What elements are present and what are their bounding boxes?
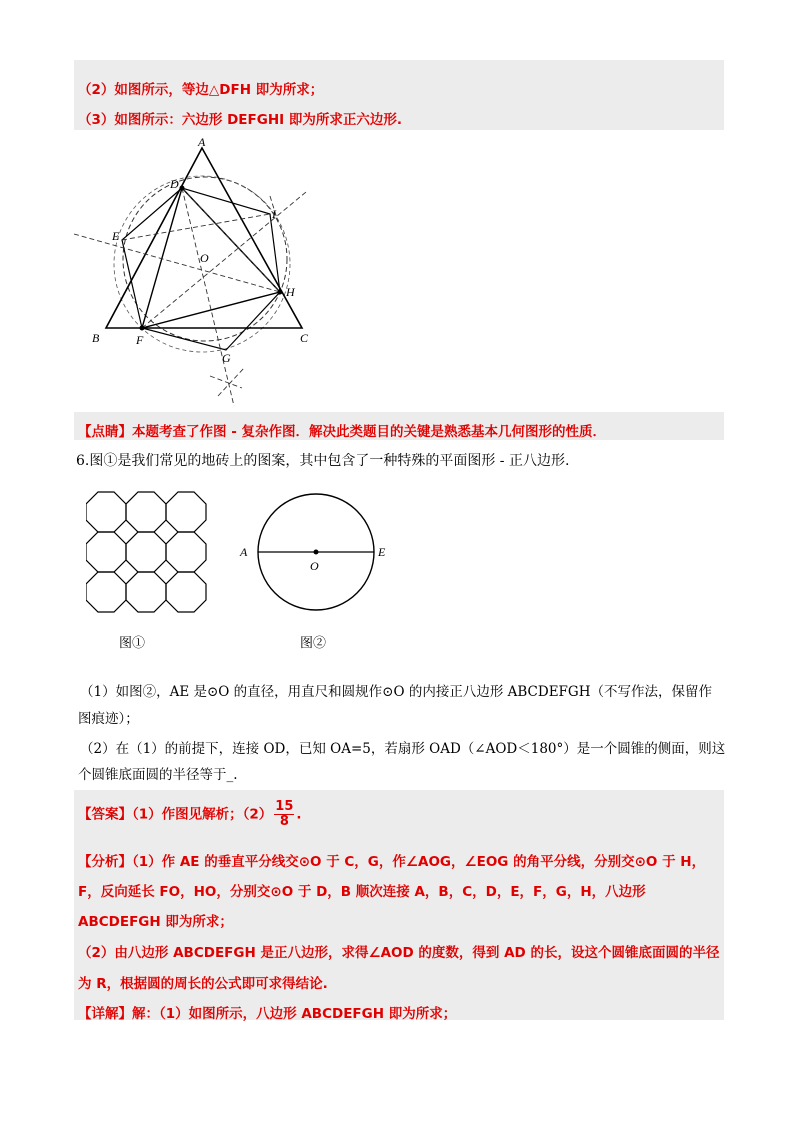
tile-octagon bbox=[126, 532, 166, 572]
circle-diameter-figure bbox=[236, 488, 406, 618]
part1-line-b: 图痕迹）； bbox=[78, 711, 139, 727]
tile-octagon bbox=[166, 532, 206, 572]
tile-octagon bbox=[166, 572, 206, 612]
solution-line-3: （3）如图所示：六边形 DEFGHI 即为所求正六边形. bbox=[78, 112, 402, 128]
fraction-denominator: 8 bbox=[279, 814, 289, 829]
detail-line: 【详解】解：（1）如图所示，八边形 ABCDEFGH 即为所求； bbox=[78, 1006, 457, 1022]
label-i: I bbox=[272, 207, 276, 221]
label-c: C bbox=[300, 331, 309, 345]
analysis-line-1: 【分析】（1）作 AE 的垂直平分线交⊙O 于 C，G，作∠AOG，∠EOG 的角平分线，分别交⊙O 于 H， bbox=[78, 854, 706, 870]
label-a: A bbox=[198, 136, 206, 149]
part1-line-a: （1）如图②，AE 是⊙O 的直径，用直尺和圆规作⊙O 的内接正八边形 ABCDEFGH（不写作法，保留作 bbox=[80, 684, 712, 700]
answer-line bbox=[78, 800, 302, 829]
fig1-caption: 图① bbox=[119, 636, 146, 651]
label-b: B bbox=[92, 331, 100, 345]
solution-line-2: （2）如图所示，等边△DFH 即为所求； bbox=[78, 82, 324, 98]
answer-prefix: 【答案】（1）作图见解析；（2） bbox=[78, 806, 273, 823]
tile-octagon bbox=[166, 492, 206, 532]
answer-suffix: . bbox=[296, 806, 302, 823]
tile-octagon bbox=[86, 532, 126, 572]
fig2-label-a: A bbox=[240, 545, 248, 559]
analysis-line-5: 为 R，根据圆的周长的公式即可求得结论. bbox=[78, 976, 328, 992]
part2-line-b: 个圆锥底面圆的半径等于_. bbox=[78, 767, 238, 783]
dianjing-text: 【点睛】本题考查了作图 - 复杂作图．解决此类题目的关键是熟悉基本几何图形的性质． bbox=[78, 424, 607, 440]
tile-octagon bbox=[126, 492, 166, 532]
tile-octagon bbox=[126, 572, 166, 612]
label-h: H bbox=[286, 285, 295, 299]
octagon-tile-pattern bbox=[86, 488, 246, 618]
answer-fraction bbox=[274, 800, 294, 829]
fig2-caption: 图② bbox=[300, 636, 327, 651]
fraction-numerator: 15 bbox=[275, 799, 294, 814]
fig2-label-o: O bbox=[310, 559, 319, 573]
tile-octagon bbox=[86, 492, 126, 532]
part2-line-a: （2）在（1）的前提下，连接 OD，已知 OA=5，若扇形 OAD（∠AOD＜180°）是一个圆锥的侧面，则这 bbox=[80, 741, 726, 757]
analysis-line-3: ABCDEFGH 即为所求； bbox=[78, 914, 233, 930]
analysis-line-4: （2）由八边形 ABCDEFGH 是正八边形，求得∠AOD 的度数，得到 AD 的长，设这个圆锥底面圆的半径 bbox=[78, 945, 720, 961]
tile-octagon bbox=[86, 572, 126, 612]
label-d: D bbox=[170, 177, 179, 191]
question-intro: 6.图①是我们常见的地砖上的图案，其中包含了一种特殊的平面图形 - 正八边形. bbox=[76, 453, 570, 469]
label-o: O bbox=[200, 251, 209, 265]
fig2-label-e: E bbox=[378, 545, 386, 559]
label-g: G bbox=[222, 351, 231, 365]
label-f: F bbox=[136, 333, 144, 347]
construction-figure bbox=[74, 136, 314, 406]
label-e: E bbox=[112, 229, 120, 243]
analysis-line-2: F，反向延长 FO，HO，分别交⊙O 于 D，B 顺次连接 A，B，C，D，E，F，G，H，八边形 bbox=[78, 884, 646, 900]
